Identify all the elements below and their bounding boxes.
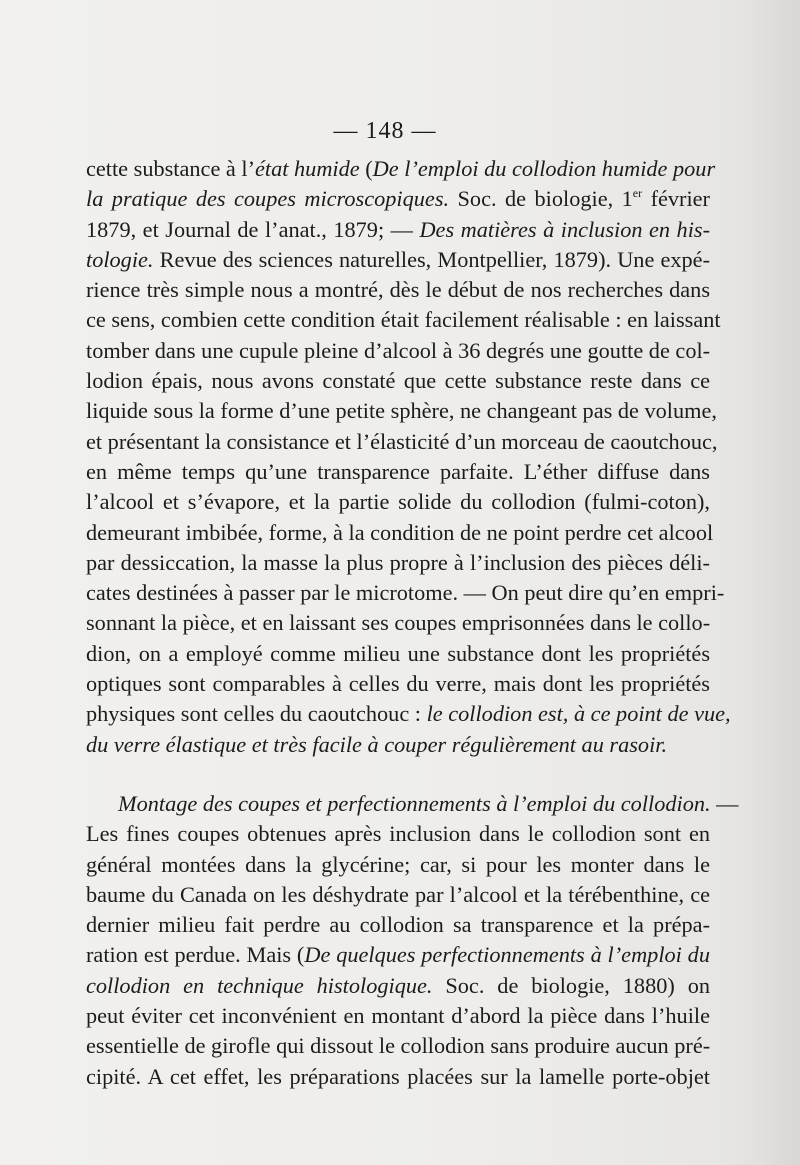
text-line: du verre élastique et très facile à couper régulièrement au rasoir. — [86, 731, 668, 757]
italic-span: la pratique des coupes microscopiques. — [86, 186, 450, 212]
text-line: l’alcool et s’évapore, et la partie solide du collodion (fulmi-coton), — [86, 489, 710, 515]
text-line: et présentant la consistance et l’élasticité d’un morceau de caoutchouc, — [86, 428, 718, 454]
text-line: optiques sont comparables à celles du verre, mais dont les propriétés — [86, 671, 710, 697]
text-span: — — [710, 791, 739, 816]
text-line — [86, 245, 710, 275]
italic-span: le collodion est, à ce point de vue, — [426, 701, 731, 727]
text-span: Soc. de biologie, 1880) on — [432, 972, 710, 998]
section-heading-italic: Montage des coupes et perfectionnements à l’emploi du collodion. — [118, 791, 711, 816]
text-line: cates destinées à passer par le microtome. — On peut dire qu’en empri- — [86, 580, 725, 606]
paragraph-2 — [86, 789, 739, 1092]
text-line — [86, 699, 731, 729]
paragraph-1 — [86, 154, 731, 760]
text-line: cipité. A cet effet, les préparations placées sur la lamelle porte-objet — [86, 1063, 710, 1089]
text-line: peut éviter cet inconvénient en montant d’abord la pièce dans l’huile — [86, 1003, 710, 1029]
text-line: rience très simple nous a montré, dès le début de nos recherches dans — [86, 277, 710, 303]
text-line: par dessiccation, la masse la plus propre à l’inclusion des pièces déli- — [86, 549, 710, 575]
text-line — [86, 215, 710, 245]
text-span: Revue des sciences naturelles, Montpellier, 1879). Une expé- — [153, 246, 710, 272]
text-line — [86, 940, 710, 970]
text-line: en même temps qu’une transparence parfaite. L’éther diffuse dans — [86, 458, 710, 484]
text-span: février — [642, 186, 710, 212]
text-line: liquide sous la forme d’une petite sphère, ne changeant pas de volume, — [86, 398, 717, 424]
italic-span: collodion en technique histologique. — [86, 972, 433, 998]
text-span: Soc. de biologie, 1 — [449, 186, 633, 212]
italic-span: Des matières à inclusion en his- — [419, 216, 710, 242]
text-span: ration est perdue. Mais ( — [86, 942, 305, 968]
text-line: baume du Canada on les déshydrate par l’alcool et la térébenthine, ce — [86, 881, 710, 907]
text-line: dion, on a employé comme milieu une substance dont les propriétés — [86, 640, 710, 666]
text-line: dernier milieu fait perdre au collodion sa transparence et la prépa- — [86, 912, 710, 938]
italic-span: De quelques perfectionnements à l’emploi du — [304, 942, 710, 968]
text-span: cette substance à l’ — [86, 156, 256, 181]
text-line: Les fines coupes obtenues après inclusion dans le collodion sont en — [86, 821, 710, 847]
text-line — [86, 971, 710, 1001]
italic-span: état humide — [255, 156, 360, 181]
text-line — [86, 154, 716, 184]
text-line: essentielle de girofle qui dissout le collodion sans produire aucun pré- — [86, 1033, 711, 1059]
text-line — [86, 789, 739, 819]
page-number: — 148 — — [333, 118, 437, 144]
text-line — [86, 184, 710, 214]
text-line: tomber dans une cupule pleine d’alcool à 36 degrés une goutte de col- — [86, 337, 711, 363]
text-line: ce sens, combien cette condition était facilement réalisable : en laissant — [86, 307, 721, 333]
text-line: demeurant imbibée, forme, à la condition de ne point perdre cet alcool — [86, 519, 714, 545]
text-span: physiques sont celles du caoutchouc : — [86, 701, 427, 727]
italic-span: De l’emploi du collodion humide pour — [372, 156, 716, 181]
superscript: er — [632, 186, 643, 201]
text-span: ( — [359, 156, 373, 181]
text-line: général montées dans la glycérine; car, si pour les monter dans le — [86, 851, 710, 877]
italic-span: tologie. — [86, 246, 154, 272]
text-line: sonnant la pièce, et en laissant ses coupes emprisonnées dans le collo- — [86, 610, 711, 636]
text-span: 1879, et Journal de l’anat., 1879; — — [86, 216, 420, 242]
text-line: lodion épais, nous avons constaté que cette substance reste dans ce — [86, 368, 710, 394]
